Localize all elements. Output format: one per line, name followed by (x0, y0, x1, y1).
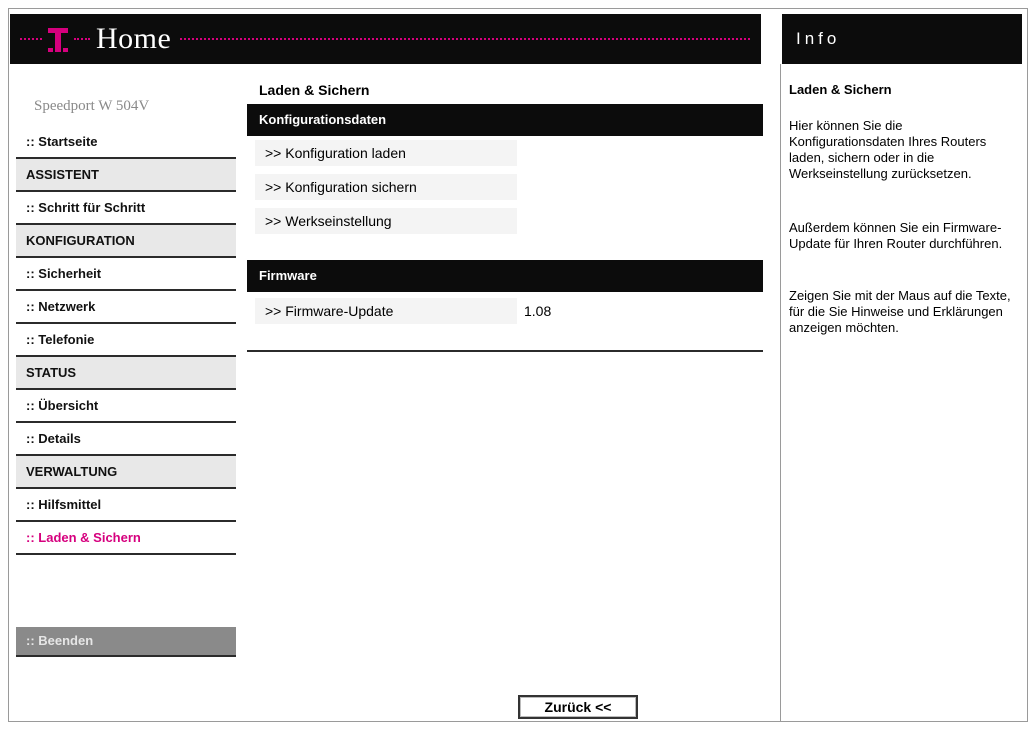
page-title: Laden & Sichern (259, 82, 370, 98)
sidebar-section-assistent: ASSISTENT (16, 159, 236, 192)
sidebar-item-telefonie[interactable]: :: Telefonie (16, 324, 236, 357)
sidebar-item-details[interactable]: :: Details (16, 423, 236, 456)
sidebar-item-netzwerk[interactable]: :: Netzwerk (16, 291, 236, 324)
logout-button[interactable]: :: Beenden (16, 627, 236, 657)
back-button[interactable]: Zurück << (518, 695, 638, 719)
sidebar-section-status: STATUS (16, 357, 236, 390)
header-dots (180, 38, 750, 40)
link-werkseinstellung[interactable]: >> Werkseinstellung (255, 208, 517, 234)
telekom-t-logo-icon (46, 24, 70, 56)
config-row (247, 206, 763, 236)
sidebar-section-konfiguration: KONFIGURATION (16, 225, 236, 258)
header-dots (20, 38, 42, 40)
info-header-title: Info (796, 29, 841, 48)
config-row (247, 138, 763, 168)
link-firmware-update[interactable]: >> Firmware-Update (255, 298, 517, 324)
section-header-firmware: Firmware (247, 260, 763, 292)
header-title[interactable]: Home (96, 22, 172, 55)
info-heading: Laden & Sichern (789, 82, 892, 97)
firmware-row (247, 296, 763, 326)
section-header-konfigurationsdaten: Konfigurationsdaten (247, 104, 763, 136)
header-dots (74, 38, 90, 40)
sidebar-section-verwaltung: VERWALTUNG (16, 456, 236, 489)
sidebar (10, 64, 231, 722)
info-divider (780, 64, 781, 722)
sidebar-item-startseite[interactable]: :: Startseite (16, 126, 236, 159)
sidebar-item-schritt-fuer-schritt[interactable]: :: Schritt für Schritt (16, 192, 236, 225)
info-paragraph: Hier können Sie die Konfigurationsdaten Ihres Routers laden, sichern oder in die Werkseinstellung zurücksetzen. (789, 118, 987, 181)
section-divider (247, 350, 763, 352)
sidebar-item-sicherheit[interactable]: :: Sicherheit (16, 258, 236, 291)
header-bar (10, 14, 761, 64)
link-konfiguration-sichern[interactable]: >> Konfiguration sichern (255, 174, 517, 200)
sidebar-item-uebersicht[interactable]: :: Übersicht (16, 390, 236, 423)
info-paragraph: Zeigen Sie mit der Maus auf die Texte, für die Sie Hinweise und Erklärungen anzeigen möchten. (789, 288, 1011, 335)
link-konfiguration-laden[interactable]: >> Konfiguration laden (255, 140, 517, 166)
sidebar-item-laden-sichern[interactable]: :: Laden & Sichern (16, 522, 236, 555)
firmware-version: 1.08 (524, 303, 552, 319)
info-header-bar (782, 14, 1022, 64)
config-row (247, 172, 763, 202)
sidebar-menu (16, 126, 236, 555)
device-name: Speedport W 504V (34, 98, 150, 114)
info-paragraph: Außerdem können Sie ein Firmware-Update für Ihren Router durchführen. (789, 220, 1003, 251)
sidebar-item-hilfsmittel[interactable]: :: Hilfsmittel (16, 489, 236, 522)
